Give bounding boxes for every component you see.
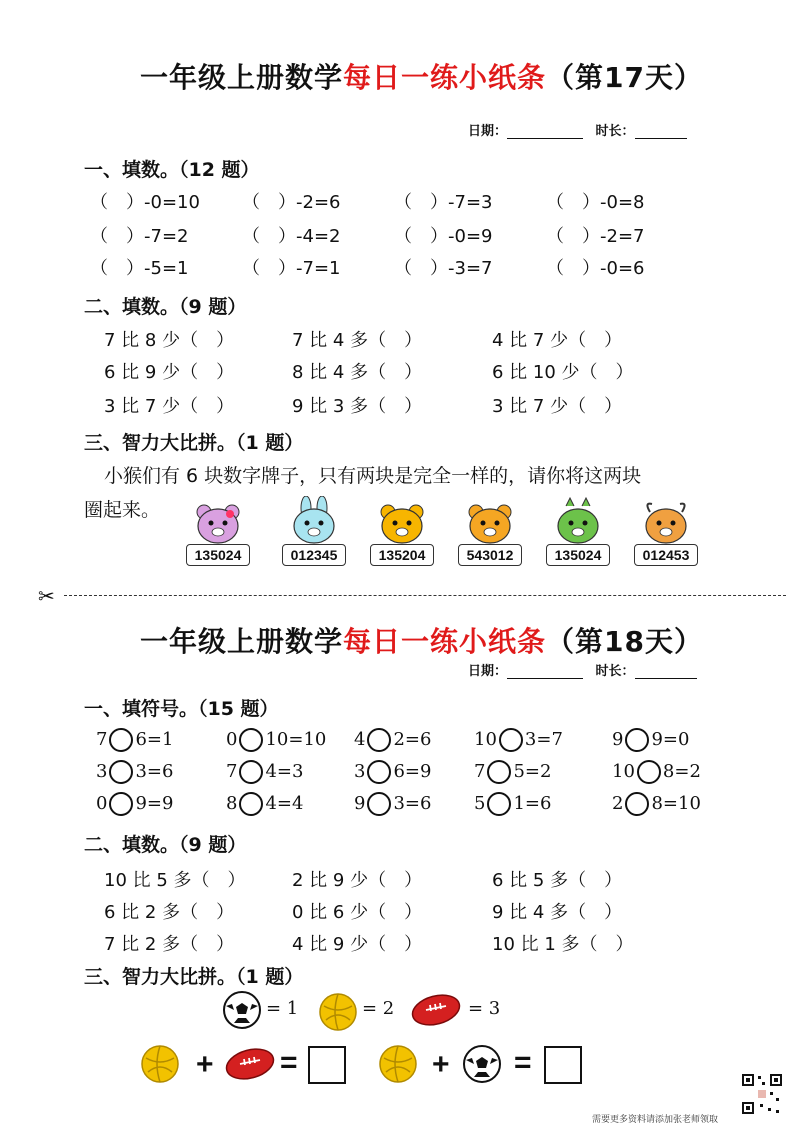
date-blank[interactable] [507,664,583,679]
answer-box[interactable] [308,1046,346,1084]
symbol-question [96,792,173,816]
fill-blank-question[interactable]: （ ）-7=2 [90,226,189,247]
operand-result: 8=10 [651,793,701,814]
compare-question[interactable]: 6 比 9 少（ ） [104,362,235,383]
operand-result: 9=0 [651,729,690,750]
symbol-question [226,792,303,816]
duration-blank[interactable] [635,124,687,139]
number-card[interactable]: 012345 [282,544,346,566]
symbol-circle[interactable] [487,792,511,816]
operand-result: 2=6 [393,729,432,750]
number-card[interactable]: 135024 [186,544,250,566]
answer-box[interactable] [544,1046,582,1084]
operand: 9 [354,793,366,814]
compare-question[interactable]: 6 比 2 多（ ） [104,902,235,923]
symbol-circle[interactable] [239,792,263,816]
operand-result: 9=9 [135,793,174,814]
operand: 4 [354,729,366,750]
date-label: 日期： [468,664,508,679]
fill-blank-question[interactable]: （ ）-7=3 [394,192,493,213]
title-black: 一年级上册数学 [140,61,344,94]
operand: 7 [96,729,108,750]
duration-label: 时长： [595,664,635,679]
operand-result: 1=6 [513,793,552,814]
compare-question[interactable]: 3 比 7 少（ ） [492,396,623,417]
operand-result: 3=6 [135,761,174,782]
symbol-question [474,760,551,784]
page-title-day18 [140,620,703,660]
plus-sign: + [432,1048,450,1081]
symbol-question [96,760,173,784]
symbol-question [612,792,701,816]
symbol-circle[interactable] [367,792,391,816]
operand-result: 8=2 [662,761,701,782]
operand: 7 [474,761,486,782]
title-tail: （第18天） [546,625,703,658]
operand: 8 [226,793,238,814]
symbol-circle[interactable] [109,760,133,784]
operand: 0 [96,793,108,814]
operand-result: 3=6 [393,793,432,814]
operand: 10 [612,761,635,782]
date-blank[interactable] [507,124,583,139]
tiger-icon [462,496,518,546]
fill-blank-question[interactable]: （ ）-4=2 [242,226,341,247]
symbol-circle[interactable] [625,728,649,752]
soccer-ball-icon [462,1044,502,1084]
number-card[interactable]: 135024 [546,544,610,566]
title-red: 每日一练小纸条 [343,61,547,94]
page-title-day17 [140,56,703,96]
operand: 9 [612,729,624,750]
fill-blank-question[interactable]: （ ）-7=1 [242,258,341,279]
date-duration-day18 [468,660,697,679]
operand: 5 [474,793,486,814]
duration-label: 时长： [595,124,635,139]
symbol-circle[interactable] [487,760,511,784]
fill-blank-question[interactable]: （ ）-0=6 [546,258,645,279]
equals-sign: = [280,1046,298,1079]
legend-value-volleyball: = 2 [362,998,395,1019]
compare-question[interactable]: 7 比 4 多（ ） [292,330,423,351]
fill-blank-question[interactable]: （ ）-0=9 [394,226,493,247]
operand: 7 [226,761,238,782]
section-heading: 二、填数。（9 题） [84,834,247,856]
fill-blank-question[interactable]: （ ）-0=10 [90,192,200,213]
section-heading: 一、填符号。（15 题） [84,698,279,720]
symbol-question [96,728,173,752]
number-card[interactable]: 543012 [458,544,522,566]
puzzle-text: 圈起来。 [84,499,161,521]
symbol-question [474,792,551,816]
volleyball-icon [378,1044,418,1084]
operand-result: 4=3 [265,761,304,782]
volleyball-icon [318,992,358,1032]
fill-blank-question[interactable]: （ ）-0=8 [546,192,645,213]
symbol-circle[interactable] [625,792,649,816]
compare-question[interactable]: 10 比 5 多（ ） [104,870,246,891]
equals-sign: = [514,1046,532,1079]
operand: 10 [474,729,497,750]
operand-result: 3=7 [524,729,563,750]
symbol-circle[interactable] [109,792,133,816]
operand-result: 4=4 [265,793,304,814]
title-tail: （第17天） [546,61,703,94]
symbol-question [354,792,431,816]
football-icon [224,1046,276,1082]
legend-value-soccer: = 1 [266,998,299,1019]
footer-note: 需要更多资料请添加张老师领取 [592,1115,719,1125]
football-icon [410,992,462,1028]
compare-question[interactable]: 6 比 10 少（ ） [492,362,634,383]
legend-value-football: = 3 [468,998,501,1019]
compare-question[interactable]: 7 比 8 少（ ） [104,330,235,351]
symbol-question [474,728,563,752]
number-card[interactable]: 135204 [370,544,434,566]
symbol-question [226,760,303,784]
symbol-circle[interactable] [367,728,391,752]
title-black: 一年级上册数学 [140,625,344,658]
symbol-circle[interactable] [499,728,523,752]
puzzle-text: 小猴们有 6 块数字牌子，只有两块是完全一样的，请你将这两块 [104,465,642,487]
fill-blank-question[interactable]: （ ）-2=7 [546,226,645,247]
compare-question[interactable]: 7 比 2 多（ ） [104,934,235,955]
compare-question[interactable]: 9 比 4 多（ ） [492,902,623,923]
number-card[interactable]: 012453 [634,544,698,566]
compare-question[interactable]: 4 比 9 少（ ） [292,934,423,955]
compare-question[interactable]: 8 比 4 多（ ） [292,362,423,383]
date-duration-day17 [468,120,687,139]
pig-icon [190,496,246,546]
symbol-circle[interactable] [239,728,263,752]
symbol-question [612,728,689,752]
symbol-question [354,728,431,752]
compare-question[interactable]: 4 比 7 少（ ） [492,330,623,351]
section-heading: 一、填数。（12 题） [84,159,260,181]
symbol-question [612,760,701,784]
operand: 3 [354,761,366,782]
section-heading: 三、智力大比拼。（1 题） [84,966,304,988]
soccer-ball-icon [222,990,262,1030]
fill-blank-question[interactable]: （ ）-3=7 [394,258,493,279]
fill-blank-question[interactable]: （ ）-2=6 [242,192,341,213]
symbol-circle[interactable] [109,728,133,752]
symbol-circle[interactable] [637,760,661,784]
symbol-question [354,760,431,784]
title-red: 每日一练小纸条 [343,625,547,658]
qr-code-icon [740,1072,784,1116]
date-label: 日期： [468,124,508,139]
operand-result: 6=1 [135,729,174,750]
compare-question[interactable]: 3 比 7 少（ ） [104,396,235,417]
fill-blank-question[interactable]: （ ）-5=1 [90,258,189,279]
duration-blank[interactable] [635,664,697,679]
scissors-icon: ✂ [38,584,55,608]
rabbit-icon [286,496,342,546]
operand: 0 [226,729,238,750]
operand-result: 6=9 [393,761,432,782]
dog-icon [374,496,430,546]
compare-question[interactable]: 2 比 9 少（ ） [292,870,423,891]
volleyball-icon [140,1044,180,1084]
cut-line [64,595,786,596]
cow-icon [638,496,694,546]
symbol-circle[interactable] [239,760,263,784]
symbol-question [226,728,326,752]
operand-result: 5=2 [513,761,552,782]
dragon-icon [550,496,606,546]
section-heading: 三、智力大比拼。（1 题） [84,432,304,454]
operand-result: 10=10 [265,729,327,750]
plus-sign: + [196,1048,214,1081]
operand: 3 [96,761,108,782]
compare-question[interactable]: 6 比 5 多（ ） [492,870,623,891]
compare-question[interactable]: 0 比 6 少（ ） [292,902,423,923]
section-heading: 二、填数。（9 题） [84,296,247,318]
compare-question[interactable]: 10 比 1 多（ ） [492,934,634,955]
symbol-circle[interactable] [367,760,391,784]
operand: 2 [612,793,624,814]
compare-question[interactable]: 9 比 3 多（ ） [292,396,423,417]
